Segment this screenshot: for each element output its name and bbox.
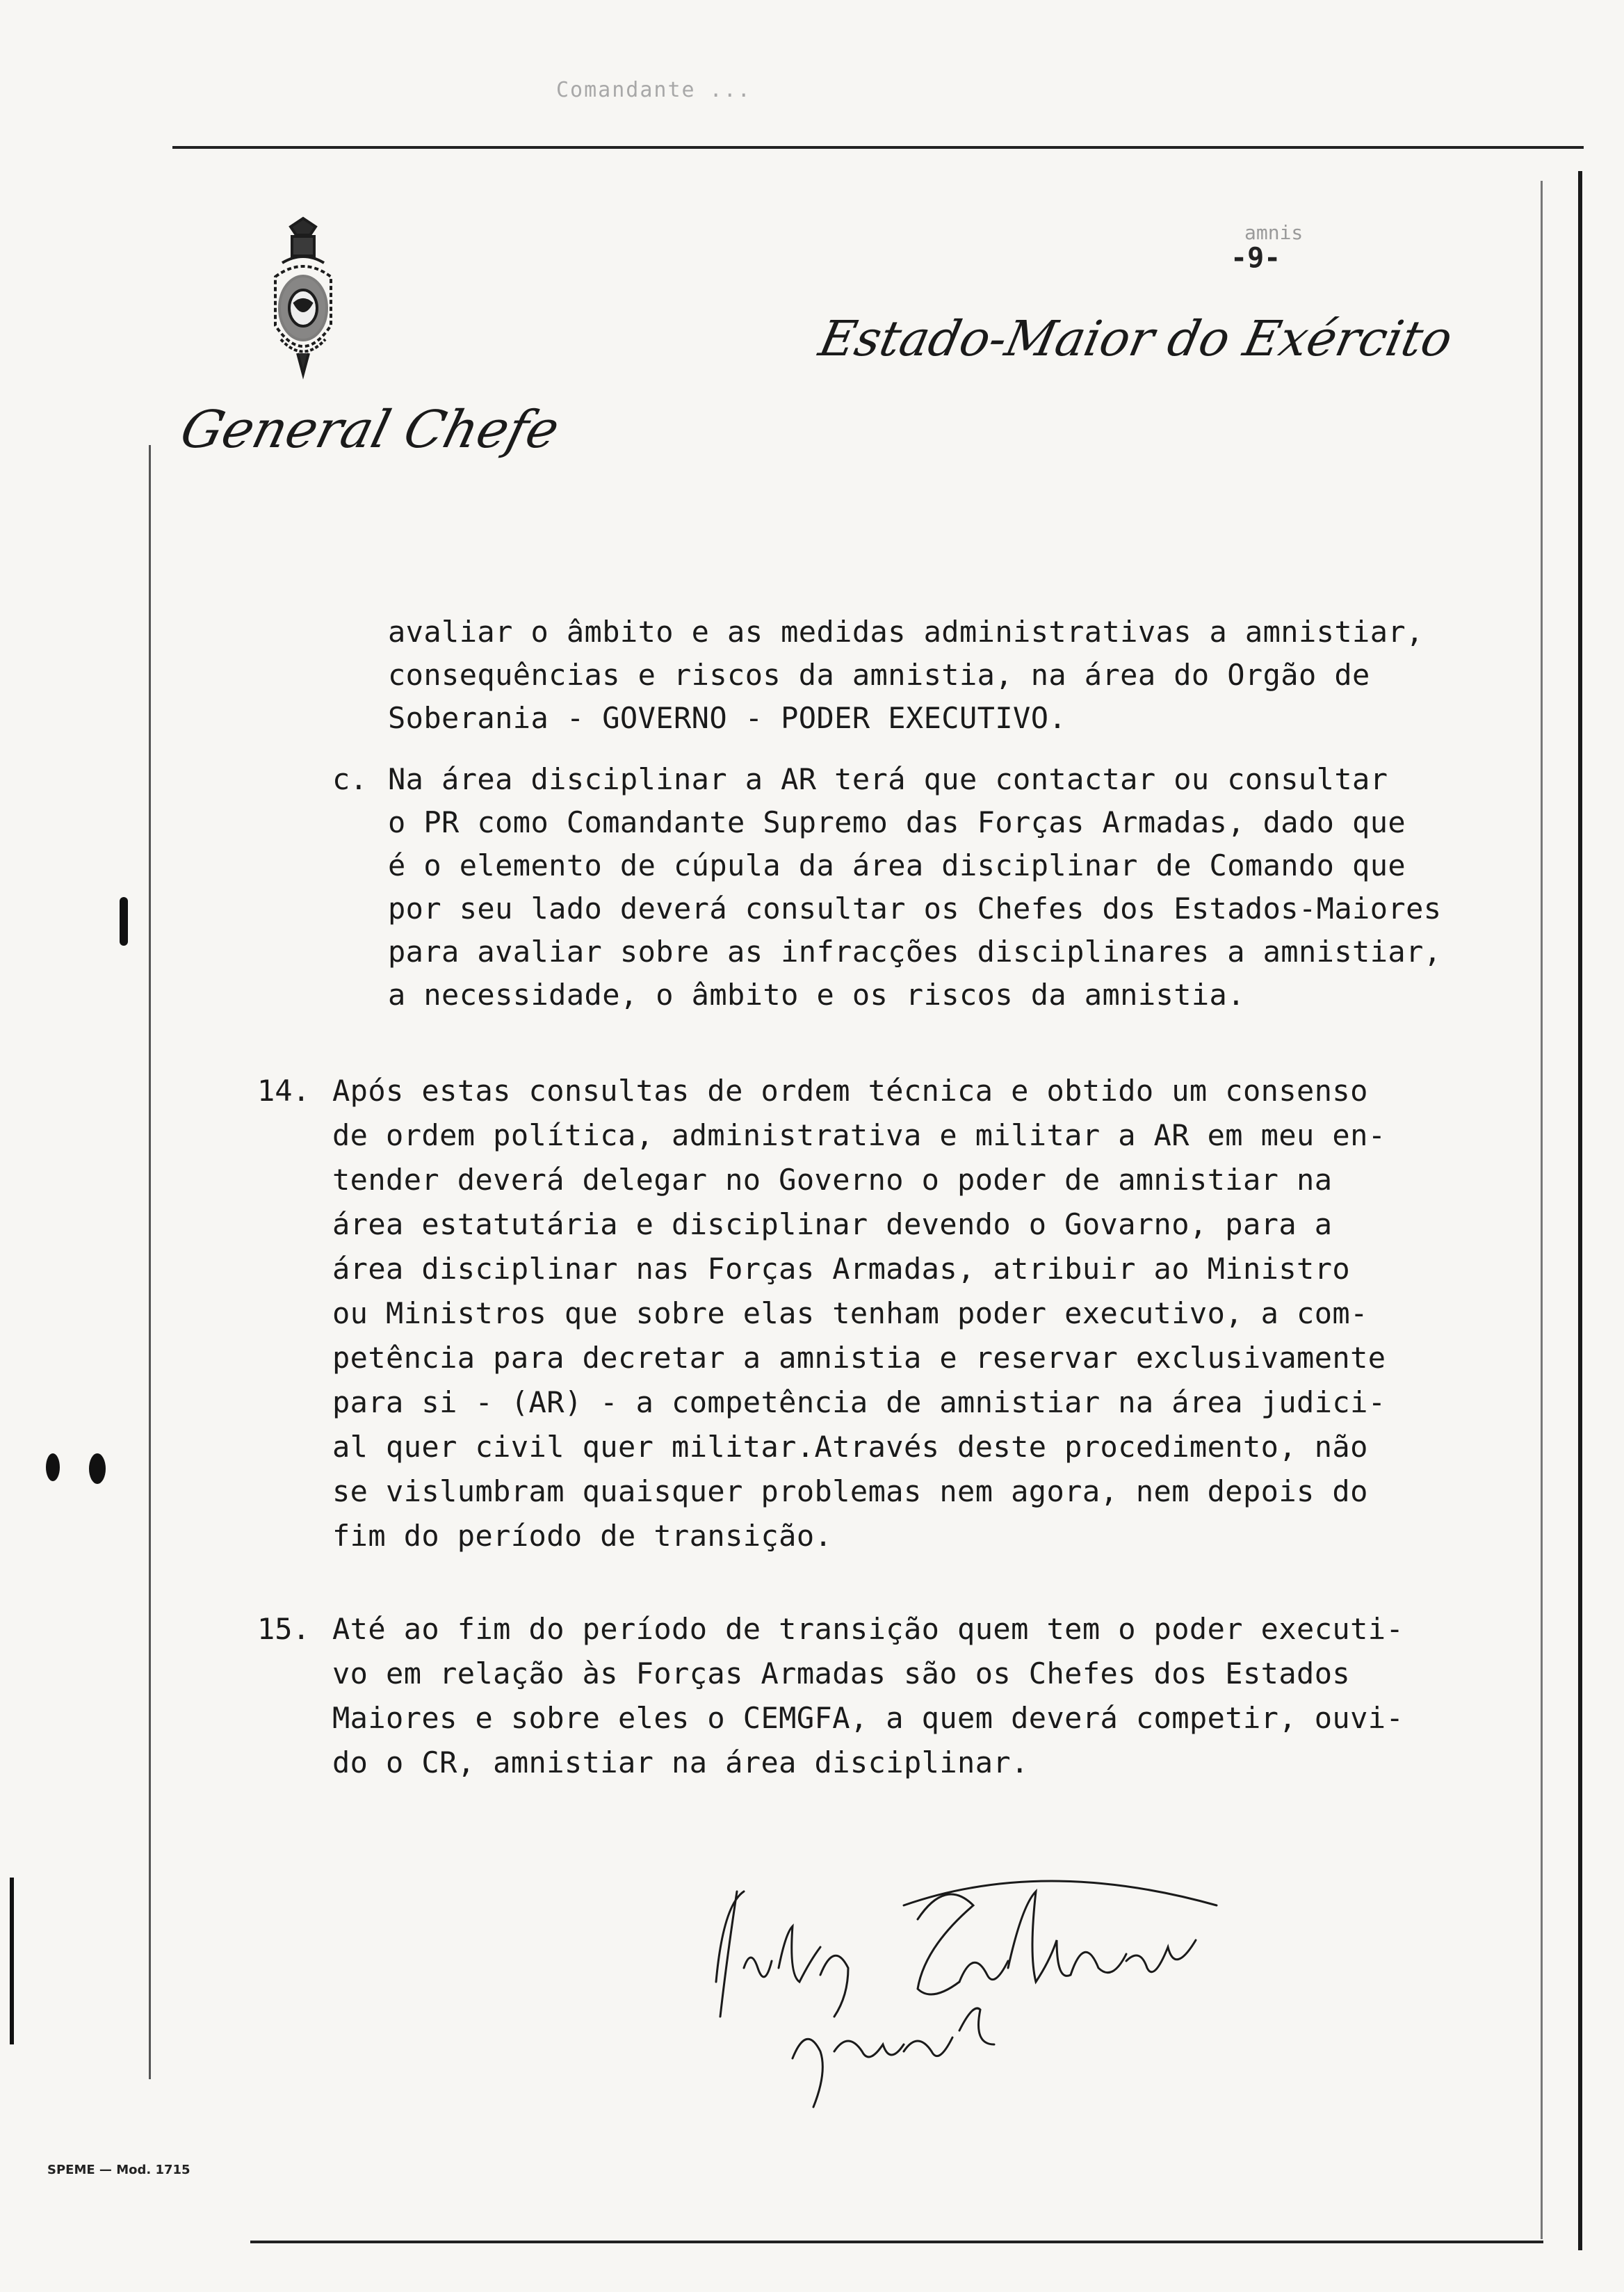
- body-line: se vislumbram quaisquer problemas nem agora, nem depois do: [332, 1474, 1368, 1508]
- body-line: Maiores e sobre eles o CEMGFA, a quem deverá competir, ouvi-: [332, 1701, 1404, 1735]
- body-line: avaliar o âmbito e as medidas administrativas a amnistiar,: [388, 615, 1424, 649]
- margin-mark: [120, 897, 128, 946]
- frame-bottom-line: [250, 2241, 1543, 2243]
- body-line: fim do período de transição.: [332, 1519, 833, 1553]
- body-line: a necessidade, o âmbito e os riscos da amnistia.: [388, 978, 1245, 1012]
- punch-hole-mark: [46, 1453, 60, 1481]
- faint-heading: Comandante ...: [556, 78, 752, 102]
- body-line: para si - (AR) - a competência de amnistiar na área judici-: [332, 1385, 1386, 1419]
- body-line: petência para decretar a amnistia e reservar exclusivamente: [332, 1341, 1386, 1375]
- frame-right-line: [1578, 171, 1582, 2250]
- body-line: de ordem política, administrativa e militar a AR em meu en-: [332, 1118, 1386, 1152]
- frame-outer-left-line: [10, 1878, 14, 2044]
- body-line: ou Ministros que sobre elas tenham poder executivo, a com-: [332, 1296, 1368, 1330]
- body-line: para avaliar sobre as infracções disciplinares a amnistiar,: [388, 935, 1442, 969]
- body-line: Soberania - GOVERNO - PODER EXECUTIVO.: [388, 701, 1067, 735]
- frame-top-line: [172, 146, 1584, 149]
- paragraph-marker-15: 15.: [257, 1612, 310, 1646]
- frame-inner-right-line: [1541, 181, 1543, 2239]
- paragraph-marker-c: c.: [332, 762, 368, 796]
- body-line: o PR como Comandante Supremo das Forças Armadas, dado que: [388, 805, 1406, 839]
- body-line: al quer civil quer militar.Através deste procedimento, não: [332, 1430, 1368, 1464]
- body-line: por seu lado deverá consultar os Chefes dos Estados-Maiores: [388, 891, 1442, 926]
- letterhead-subtitle: General Chefe: [174, 400, 566, 460]
- body-line: vo em relação às Forças Armadas são os Chefes dos Estados: [332, 1656, 1351, 1690]
- body-line: Na área disciplinar a AR terá que contactar ou consultar: [388, 762, 1388, 796]
- body-line: Após estas consultas de ordem técnica e obtido um consenso: [332, 1074, 1368, 1108]
- page-number: -9-: [1231, 242, 1281, 274]
- body-line: é o elemento de cúpula da área disciplinar de Comando que: [388, 848, 1406, 882]
- paragraph-marker-14: 14.: [257, 1074, 310, 1108]
- faint-mark: amnis: [1244, 221, 1304, 244]
- form-code: SPEME — Mod. 1715: [47, 2163, 190, 2177]
- frame-left-line: [149, 445, 151, 2079]
- body-line: consequências e riscos da amnistia, na área do Orgão de: [388, 658, 1370, 692]
- coat-of-arms-emblem: [261, 214, 345, 381]
- body-line: do o CR, amnistiar na área disciplinar.: [332, 1745, 1029, 1779]
- punch-hole-mark: [89, 1453, 106, 1484]
- body-line: área estatutária e disciplinar devendo o Govarno, para a: [332, 1207, 1333, 1241]
- letterhead-title: Estado-Maior do Exército: [814, 310, 1458, 367]
- body-line: tender deverá delegar no Governo o poder de amnistiar na: [332, 1163, 1333, 1197]
- body-line: Até ao fim do período de transição quem tem o poder executi-: [332, 1612, 1404, 1646]
- body-line: área disciplinar nas Forças Armadas, atribuir ao Ministro: [332, 1252, 1351, 1286]
- handwritten-signature: [695, 1864, 1265, 2114]
